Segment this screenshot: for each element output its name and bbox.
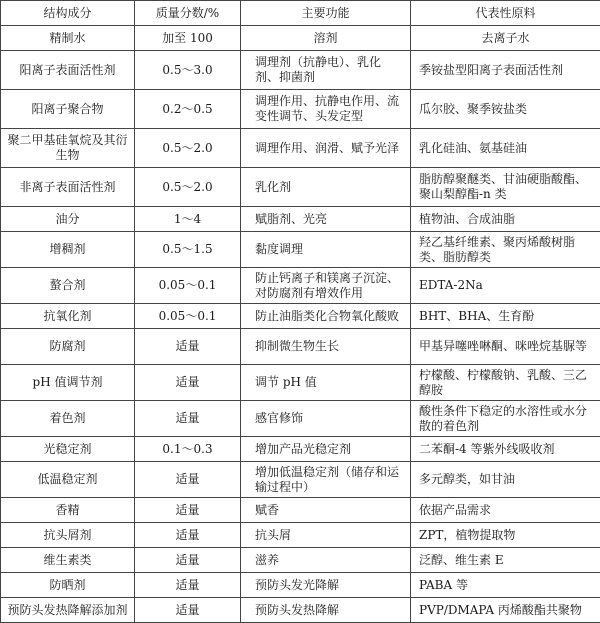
function-cell: 赋脂剂、光亮 [241,207,411,232]
mass-fraction-cell: 适量 [135,401,241,437]
table-row [1,548,600,573]
mass-fraction-cell: 0.5～2.0 [135,168,241,207]
component-cell: 阳离子表面活性剂 [1,51,135,90]
mass-fraction-cell: 0.05～0.1 [135,268,241,304]
component-cell: 非离子表面活性剂 [1,168,135,207]
mass-fraction-cell: 1～4 [135,207,241,232]
component-cell: 预防头发热降解添加剂 [1,598,135,623]
component-cell: 聚二甲基硅氧烷及其衍生物 [1,129,135,168]
mass-fraction-cell: 适量 [135,548,241,573]
materials-cell: BHT、BHA、生育酚 [411,304,600,329]
function-cell: 调理剂（抗静电）、乳化剂、抑菌剂 [241,51,411,90]
materials-cell: 酸性条件下稳定的水溶性或水分散的着色剂 [411,401,600,437]
table-row [1,129,600,168]
table-row [1,26,600,51]
table-row [1,168,600,207]
mass-fraction-cell: 0.2～0.5 [135,90,241,129]
mass-fraction-cell: 适量 [135,573,241,598]
function-cell: 抑制微生物生长 [241,329,411,365]
component-cell: 阳离子聚合物 [1,90,135,129]
materials-cell: 柠檬酸、柠檬酸钠、乳酸、三乙醇胺 [411,365,600,401]
table-row [1,523,600,548]
table-row [1,437,600,462]
function-cell: 防止钙离子和镁离子沉淀、对防腐剂有增效作用 [241,268,411,304]
materials-cell: 依据产品需求 [411,498,600,523]
component-cell: 螯合剂 [1,268,135,304]
table-row [1,304,600,329]
component-cell: 着色剂 [1,401,135,437]
table-row [1,329,600,365]
materials-cell: 脂肪醇聚醚类、甘油硬脂酸酯、聚山梨醇酯-n 类 [411,168,600,207]
materials-cell: 去离子水 [411,26,600,51]
function-cell: 滋养 [241,548,411,573]
function-cell: 调理作用、润滑、赋予光泽 [241,129,411,168]
function-cell: 感官修饰 [241,401,411,437]
function-cell: 抗头屑 [241,523,411,548]
materials-cell: 多元醇类，如甘油 [411,462,600,498]
header-row [1,1,600,26]
mass-fraction-cell: 适量 [135,462,241,498]
materials-cell: EDTA-2Na [411,268,600,304]
component-cell: 防腐剂 [1,329,135,365]
materials-cell: 二苯酮-4 等紫外线吸收剂 [411,437,600,462]
component-cell: 油分 [1,207,135,232]
component-cell: 精制水 [1,26,135,51]
function-cell: 增加低温稳定剂（储存和运输过程中） [241,462,411,498]
table-row [1,207,600,232]
materials-cell: 甲基异噻唑啉酮、咪唑烷基脲等 [411,329,600,365]
mass-fraction-cell: 0.5～1.5 [135,232,241,268]
mass-fraction-cell: 0.5～3.0 [135,51,241,90]
materials-cell: PABA 等 [411,573,600,598]
materials-cell: 乳化硅油、氨基硅油 [411,129,600,168]
materials-cell: ZPT，植物提取物 [411,523,600,548]
mass-fraction-cell: 适量 [135,598,241,623]
table-row [1,51,600,90]
materials-cell: 季铵盐型阳离子表面活性剂 [411,51,600,90]
function-cell: 黏度调理 [241,232,411,268]
component-cell: 香精 [1,498,135,523]
function-cell: 溶剂 [241,26,411,51]
component-cell: 低温稳定剂 [1,462,135,498]
component-cell: 抗头屑剂 [1,523,135,548]
mass-fraction-cell: 适量 [135,498,241,523]
function-cell: 调节 pH 值 [241,365,411,401]
function-cell: 乳化剂 [241,168,411,207]
function-cell: 预防头发热降解 [241,598,411,623]
header-main-function: 主要功能 [241,1,411,26]
materials-cell: 植物油、合成油脂 [411,207,600,232]
table-row [1,365,600,401]
table-row [1,90,600,129]
component-cell: 防晒剂 [1,573,135,598]
component-cell: 增稠剂 [1,232,135,268]
table-row [1,268,600,304]
materials-cell: 瓜尔胶、聚季铵盐类 [411,90,600,129]
function-cell: 调理作用、抗静电作用、流变性调节、头发定型 [241,90,411,129]
mass-fraction-cell: 适量 [135,329,241,365]
component-cell: pH 值调节剂 [1,365,135,401]
header-mass-fraction: 质量分数/% [135,1,241,26]
materials-cell: 羟乙基纤维素、聚丙烯酸树脂类、脂肪醇类 [411,232,600,268]
component-cell: 维生素类 [1,548,135,573]
table-row [1,462,600,498]
component-cell: 光稳定剂 [1,437,135,462]
function-cell: 防止油脂类化合物氧化酸败 [241,304,411,329]
materials-cell: 泛醇、维生素 E [411,548,600,573]
mass-fraction-cell: 0.1～0.3 [135,437,241,462]
table-row [1,232,600,268]
function-cell: 赋香 [241,498,411,523]
function-cell: 预防头发光降解 [241,573,411,598]
mass-fraction-cell: 0.05～0.1 [135,304,241,329]
mass-fraction-cell: 0.5～2.0 [135,129,241,168]
table-row [1,573,600,598]
header-raw-materials: 代表性原料 [411,1,600,26]
mass-fraction-cell: 适量 [135,365,241,401]
table-row [1,598,600,623]
materials-cell: PVP/DMAPA 丙烯酸酯共聚物 [411,598,600,623]
mass-fraction-cell: 适量 [135,523,241,548]
component-cell: 抗氧化剂 [1,304,135,329]
header-component: 结构成分 [1,1,135,26]
table-row [1,401,600,437]
function-cell: 增加产品光稳定剂 [241,437,411,462]
table-row [1,498,600,523]
mass-fraction-cell: 加至 100 [135,26,241,51]
